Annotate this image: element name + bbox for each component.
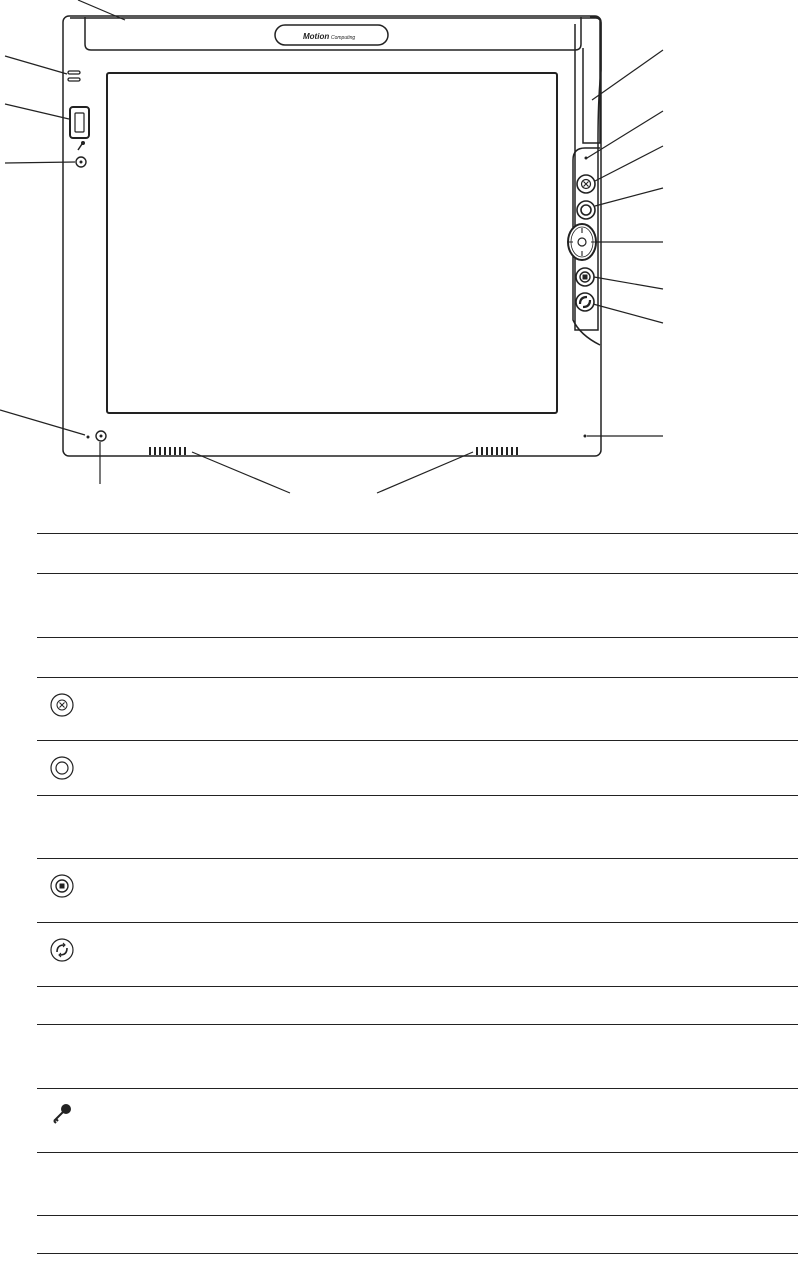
function-button-icon — [49, 755, 75, 781]
navigation-dpad — [568, 224, 596, 260]
display-screen — [107, 73, 557, 413]
rotation-button — [576, 293, 594, 311]
fingerprint-reader — [70, 107, 89, 138]
bottom-button — [96, 431, 106, 441]
table-row — [37, 858, 798, 922]
escape-button-icon — [49, 692, 75, 718]
menu-button-icon — [49, 873, 75, 899]
function-button — [577, 201, 595, 219]
table-row — [37, 740, 798, 795]
security-key-small-icon — [78, 141, 85, 150]
table-row — [37, 533, 798, 573]
microphone-right — [584, 435, 587, 438]
table-row — [37, 1088, 798, 1152]
table-row — [37, 795, 798, 858]
microphone-left — [87, 436, 90, 439]
feature-table — [37, 533, 798, 1254]
logo-subtext: Computing — [331, 35, 356, 41]
status-lights — [68, 71, 80, 81]
speaker-grille-right — [477, 447, 517, 455]
speaker-grille-left — [150, 447, 185, 455]
table-row — [37, 986, 798, 1024]
table-row — [37, 677, 798, 740]
table-row — [37, 1215, 798, 1254]
brand-logo — [275, 25, 388, 45]
table-row — [37, 1152, 798, 1215]
security-key-icon — [49, 1101, 75, 1127]
power-button — [76, 157, 86, 167]
logo-text: Motion — [303, 32, 330, 41]
table-row — [37, 573, 798, 637]
table-row — [37, 1024, 798, 1088]
escape-button — [577, 175, 595, 193]
table-row — [37, 922, 798, 986]
menu-button — [576, 268, 594, 286]
rotation-button-icon — [49, 937, 75, 963]
table-row — [37, 637, 798, 677]
